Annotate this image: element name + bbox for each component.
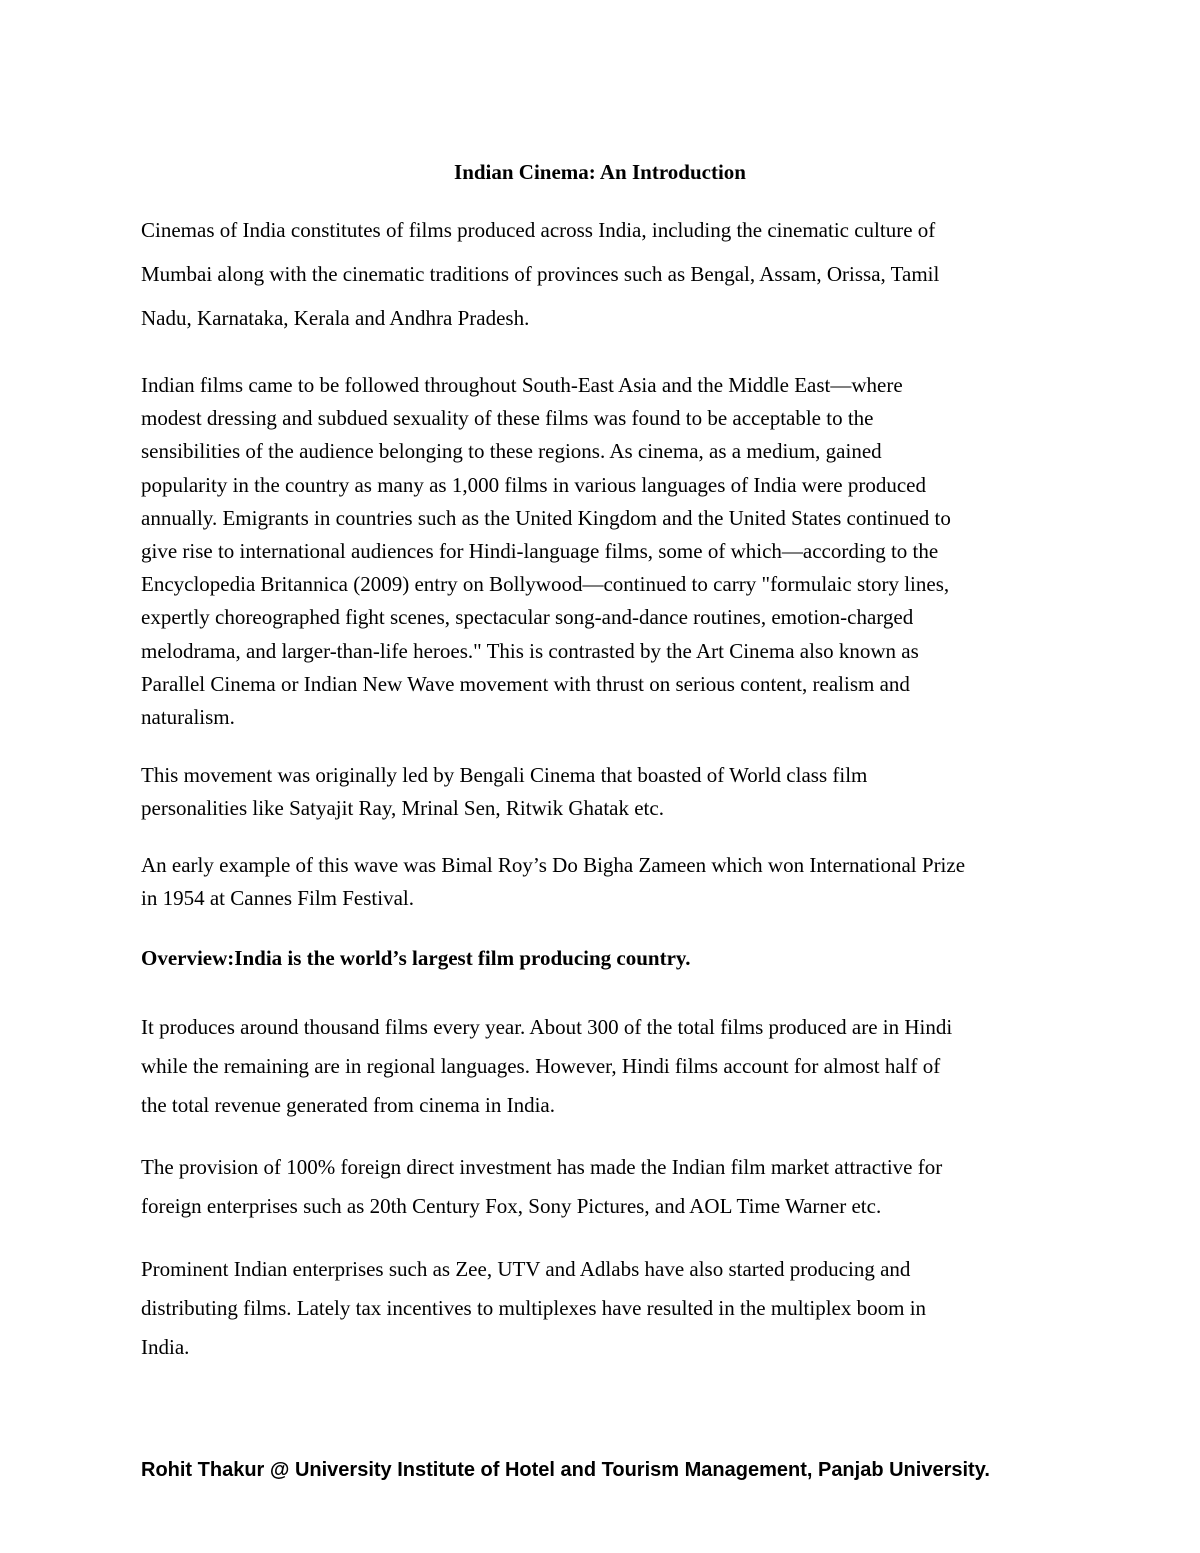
text-line: while the remaining are in regional languages. However, Hindi films account for almost half of: [141, 1054, 941, 1078]
author-footer: Rohit Thakur @ University Institute of Hotel and Tourism Management, Panjab University.: [141, 1459, 990, 1481]
text-line: Overview:India is the world’s largest film producing country.: [141, 946, 691, 970]
text-line: Prominent Indian enterprises such as Zee, UTV and Adlabs have also started producing and: [141, 1257, 911, 1281]
text-line: personalities like Satyajit Ray, Mrinal Sen, Ritwik Ghatak etc.: [141, 796, 664, 820]
text-line: expertly choreographed fight scenes, spectacular song-and-dance routines, emotion-charged: [141, 605, 914, 630]
text-line: India.: [141, 1335, 190, 1359]
text-line: Nadu, Karnataka, Kerala and Andhra Pradesh.: [141, 306, 530, 330]
text-line: in 1954 at Cannes Film Festival.: [141, 886, 414, 910]
paragraph-intro: [141, 208, 1071, 340]
text-line: Encyclopedia Britannica (2009) entry on Bollywood—continued to carry "formulaic story lines,: [141, 572, 950, 597]
text-line: naturalism.: [141, 705, 235, 730]
paragraph-production: [141, 1008, 1071, 1125]
text-line: distributing films. Lately tax incentives to multiplexes have resulted in the multiplex boom in: [141, 1296, 927, 1320]
page-title: Indian Cinema: An Introduction: [454, 160, 746, 184]
text-line: The provision of 100% foreign direct investment has made the Indian film market attractive for: [141, 1155, 943, 1179]
text-line: Parallel Cinema or Indian New Wave movement with thrust on serious content, realism and: [141, 671, 910, 696]
text-line: popularity in the country as many as 1,000 films in various languages of India were produced: [141, 472, 926, 497]
paragraph-international-reach: [141, 369, 1071, 734]
text-line: give rise to international audiences for Hindi-language films, some of which—according to the: [141, 539, 939, 564]
text-line: This movement was originally led by Bengali Cinema that boasted of World class film: [141, 763, 868, 787]
text-line: modest dressing and subdued sexuality of these films was found to be acceptable to the: [141, 406, 874, 431]
overview-heading: [141, 944, 1071, 972]
text-line: melodrama, and larger-than-life heroes." This is contrasted by the Art Cinema also known as: [141, 638, 919, 663]
paragraph-movement: [141, 759, 1071, 825]
text-line: Cinemas of India constitutes of films produced across India, including the cinematic culture of: [141, 218, 936, 242]
text-line: An early example of this wave was Bimal Roy’s Do Bigha Zameen which won International Prize: [141, 853, 966, 877]
text-line: Indian films came to be followed throughout South-East Asia and the Middle East—where: [141, 373, 903, 397]
text-line: foreign enterprises such as 20th Century Fox, Sony Pictures, and AOL Time Warner etc.: [141, 1194, 882, 1218]
text-line: the total revenue generated from cinema in India.: [141, 1093, 555, 1117]
text-line: annually. Emigrants in countries such as the United Kingdom and the United States continued to: [141, 505, 951, 530]
text-line: It produces around thousand films every year. About 300 of the total films produced are in Hindi: [141, 1015, 953, 1039]
paragraph-fdi: [141, 1148, 1071, 1226]
paragraph-early-example: [141, 849, 1071, 915]
text-line: sensibilities of the audience belonging to these regions. As cinema, as a medium, gained: [141, 439, 882, 464]
text-line: Mumbai along with the cinematic traditions of provinces such as Bengal, Assam, Orissa, Tamil: [141, 262, 940, 286]
paragraph-enterprises: [141, 1250, 1071, 1367]
